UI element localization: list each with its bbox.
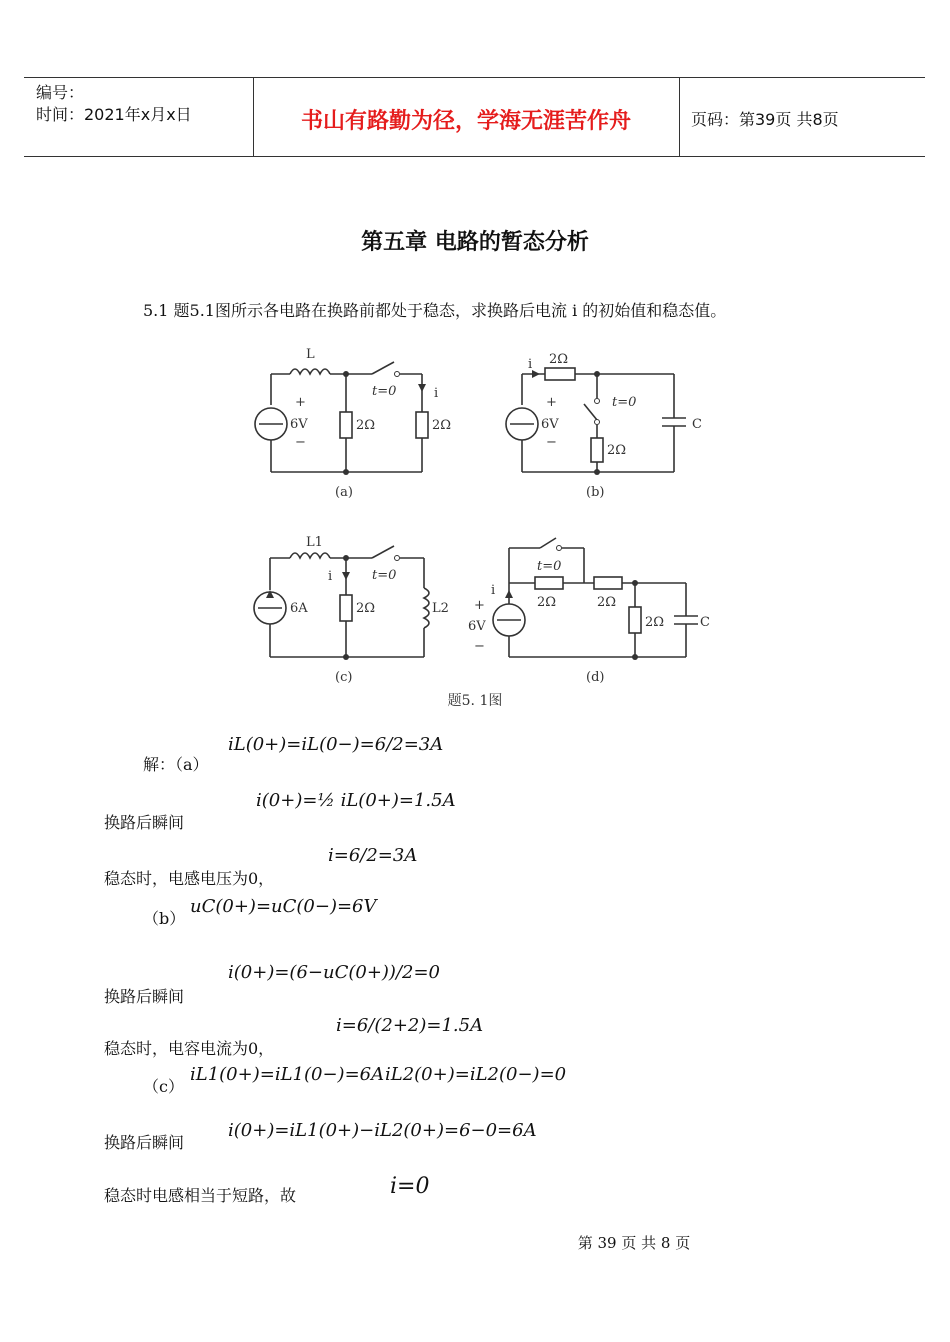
label-a-r1: 2Ω <box>356 418 376 433</box>
label-b-plus: + <box>546 395 557 410</box>
label-d-cap: C <box>700 615 710 630</box>
header-motto: 书山有路勤为径，学海无涯苦作舟 <box>300 109 631 134</box>
header-page-info: 页码：第39页 共8页 <box>691 110 839 129</box>
eq-a3: i=6/2=3A <box>328 845 418 866</box>
solution-b-label3: 稳态时，电容电流为0， <box>104 1039 275 1058</box>
label-c-switch: t=0 <box>372 568 397 583</box>
eq-b3: i=6/(2+2)=1.5A <box>336 1015 484 1036</box>
label-b: (b) <box>586 485 605 500</box>
solution-c-prefix: （c） <box>143 1077 184 1096</box>
figure-caption: 题5. 1图 <box>447 693 503 709</box>
eq-b2: i(0+)=(6−uC(0+))/2=0 <box>228 962 440 983</box>
eq-c3: i=0 <box>390 1174 430 1199</box>
label-c-current: i <box>328 569 333 584</box>
label-d-plus: + <box>474 598 485 613</box>
label-d-current: i <box>491 583 496 598</box>
label-c-inductor1: L1 <box>306 535 323 550</box>
eq-c1: iL1(0+)=iL1(0−)=6A <box>190 1064 385 1085</box>
label-a-plus: + <box>295 395 306 410</box>
solution-a-label3: 稳态时，电感电压为0， <box>104 869 275 888</box>
label-b-current: i <box>528 357 533 372</box>
label-d-r2: 2Ω <box>597 595 617 610</box>
label-c-inductor2: L2 <box>432 601 449 616</box>
label-d-source: 6V <box>468 619 486 634</box>
solution-b-label2: 换路后瞬间 <box>104 987 185 1006</box>
eq-a2: i(0+)=½ iL(0+)=1.5A <box>256 790 456 811</box>
label-d-switch: t=0 <box>537 559 562 574</box>
label-c-r1: 2Ω <box>356 601 376 616</box>
problem-statement: 5.1 题5.1图所示各电路在换路前都处于稳态，求换路后电流 i 的初始值和稳态值。 <box>143 301 727 320</box>
label-a-switch: t=0 <box>372 384 397 399</box>
label-b-r2: 2Ω <box>607 443 627 458</box>
circuit-c <box>254 546 429 657</box>
label-b-source: 6V <box>541 417 559 432</box>
solution-a-prefix: 解：（a） <box>143 755 209 774</box>
label-a: (a) <box>335 485 353 500</box>
label-c: (c) <box>335 670 353 685</box>
label-a-r2: 2Ω <box>432 418 452 433</box>
label-a-inductor: L <box>306 347 315 362</box>
chapter-title: 第五章 电路的暂态分析 <box>361 230 589 255</box>
solution-c-label2: 换路后瞬间 <box>104 1133 185 1152</box>
eq-b1: uC(0+)=uC(0−)=6V <box>190 896 377 917</box>
page-footer: 第 39 页 共 8 页 <box>577 1234 691 1252</box>
label-c-source: 6A <box>290 601 308 616</box>
label-d-r1: 2Ω <box>537 595 557 610</box>
eq-c2: i(0+)=iL1(0+)−iL2(0+)=6−0=6A <box>228 1120 537 1141</box>
label-a-current: i <box>434 386 439 401</box>
eq-c1b: iL2(0+)=iL2(0−)=0 <box>385 1064 567 1085</box>
label-b-switch: t=0 <box>612 395 637 410</box>
label-d-minus: − <box>474 639 485 654</box>
label-b-r1: 2Ω <box>549 352 569 367</box>
eq-a1: iL(0+)=iL(0−)=6/2=3A <box>228 734 444 755</box>
label-a-source: 6V <box>290 417 308 432</box>
label-d: (d) <box>586 670 605 685</box>
solution-a-label2: 换路后瞬间 <box>104 813 185 832</box>
time-label: 时间：2021年x月x日 <box>36 105 192 124</box>
label-b-cap: C <box>692 417 702 432</box>
label-d-r3: 2Ω <box>645 615 665 630</box>
circuit-d <box>493 538 698 657</box>
solution-c-label3: 稳态时电感相当于短路，故 <box>104 1186 297 1205</box>
solution-b-prefix: （b） <box>143 909 186 928</box>
serial-label: 编号： <box>36 83 85 102</box>
label-b-minus: − <box>546 435 557 450</box>
circuit-a <box>255 362 428 472</box>
label-a-minus: − <box>295 435 306 450</box>
